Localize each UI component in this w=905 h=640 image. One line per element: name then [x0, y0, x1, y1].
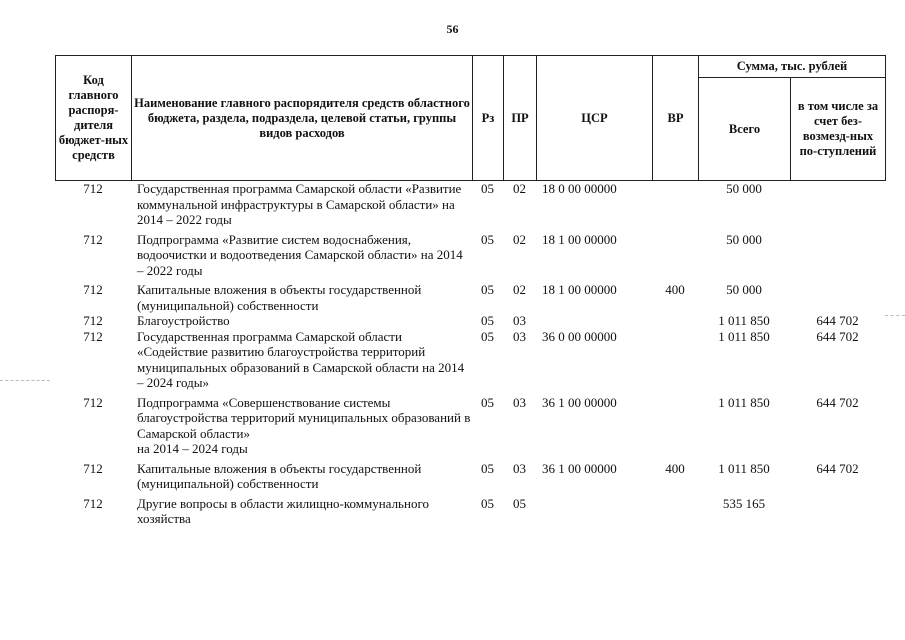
- row-incl: [790, 232, 885, 283]
- table-row: [55, 282, 885, 313]
- row-code: 712: [83, 181, 103, 196]
- row-rz: 05: [481, 460, 494, 476]
- header-csr: ЦСР: [537, 56, 653, 181]
- row-code: 712: [83, 231, 103, 247]
- row-code: 712: [83, 460, 103, 476]
- row-total: 535 165: [722, 495, 766, 511]
- header-sum: Сумма, тыс. рублей: [699, 56, 886, 78]
- row-rz: 05: [481, 495, 494, 511]
- row-total: 1 011 850: [718, 394, 770, 410]
- row-total: 50 000: [726, 231, 762, 247]
- header-rz: Рз: [473, 56, 504, 181]
- row-name: Подпрограмма «Развитие систем водоснабжения, водоочистки и водоотведения Самарской области» на 2014 – 2022 годы: [137, 231, 463, 278]
- row-vr: [652, 395, 698, 461]
- right-margin-dash: [885, 315, 905, 316]
- row-rz: 05: [481, 394, 494, 410]
- row-name: Государственная программа Самарской области «Развитие коммунальной инфраструктуры в Самарской области» на 2014 – 2022 годы: [137, 181, 462, 227]
- header-table: [55, 55, 886, 181]
- table-row: [55, 461, 885, 496]
- row-pr: 05: [513, 495, 526, 511]
- row-total: 1 011 850: [718, 328, 770, 344]
- row-total: 50 000: [726, 282, 762, 297]
- row-csr: 18 1 00 00000: [542, 231, 617, 247]
- row-name: Государственная программа Самарской области «Содействие развитию благоустройства территорий муниципальных образований в Самарской области на 2014 – 2024 годы»: [137, 328, 465, 390]
- row-vr: [652, 496, 698, 527]
- table-row: [55, 329, 885, 395]
- row-csr: 18 1 00 00000: [542, 282, 617, 297]
- table-row: [55, 395, 885, 461]
- row-vr: [652, 313, 698, 329]
- row-incl: 644 702: [816, 328, 859, 344]
- row-code: 712: [83, 394, 103, 410]
- table-body: [55, 181, 885, 527]
- header-pr: ПР: [504, 56, 537, 181]
- row-code: 712: [83, 328, 103, 344]
- table-row: [55, 181, 885, 232]
- table-row: [55, 496, 885, 527]
- row-rz: 05: [481, 328, 494, 344]
- row-incl: [790, 496, 885, 527]
- row-name: Другие вопросы в области жилищно-коммунального хозяйства: [137, 495, 429, 526]
- row-pr: 03: [513, 313, 526, 328]
- table-row: [55, 313, 885, 329]
- row-csr: 36 1 00 00000: [542, 394, 617, 410]
- row-vr: 400: [665, 460, 685, 476]
- row-name: Благоустройство: [137, 313, 230, 328]
- row-name: Капитальные вложения в объекты государственной (муниципальной) собственности: [137, 460, 422, 491]
- row-pr: 02: [513, 231, 526, 247]
- row-incl: [790, 282, 885, 313]
- header-total: Всего: [699, 78, 791, 181]
- row-total: 1 011 850: [718, 313, 770, 328]
- table-row: [55, 232, 885, 283]
- row-rz: 05: [481, 282, 494, 297]
- row-pr: 02: [513, 181, 526, 196]
- row-rz: 05: [481, 181, 494, 196]
- header-vr: ВР: [653, 56, 699, 181]
- row-name: Подпрограмма «Совершенствование системы благоустройства территорий муниципальных образований в Самарской области» на 2014 – 2024 годы: [137, 394, 471, 456]
- row-pr: 03: [513, 328, 526, 344]
- row-total: 1 011 850: [718, 460, 770, 476]
- row-code: 712: [83, 313, 103, 328]
- left-margin-dash: [0, 380, 50, 381]
- row-vr: [652, 181, 698, 232]
- row-vr: [652, 329, 698, 395]
- header-incl: в том числе за счет без-возмезд-ных по-ступлений: [791, 78, 886, 181]
- row-incl: 644 702: [816, 460, 859, 476]
- row-pr: 02: [513, 282, 526, 297]
- row-csr: 36 0 00 00000: [542, 328, 617, 344]
- row-incl: 644 702: [816, 313, 859, 328]
- row-code: 712: [83, 495, 103, 511]
- row-rz: 05: [481, 231, 494, 247]
- row-total: 50 000: [726, 181, 762, 196]
- row-csr: 36 1 00 00000: [542, 460, 617, 476]
- row-csr: [536, 313, 652, 329]
- row-incl: 644 702: [816, 394, 859, 410]
- row-csr: [536, 496, 652, 527]
- row-incl: [790, 181, 885, 232]
- table-header: [55, 55, 886, 181]
- row-vr: [652, 232, 698, 283]
- page-number: 56: [446, 22, 459, 36]
- row-csr: 18 0 00 00000: [542, 181, 617, 196]
- header-code: Код главного распоря-дителя бюджет-ных средств: [56, 56, 132, 181]
- row-rz: 05: [481, 313, 494, 328]
- row-vr: 400: [665, 282, 685, 297]
- row-name: Капитальные вложения в объекты государственной (муниципальной) собственности: [137, 282, 422, 313]
- header-name: Наименование главного распорядителя средств областного бюджета, раздела, подраздела, целевой статьи, группы видов расходов: [132, 56, 473, 181]
- row-pr: 03: [513, 460, 526, 476]
- data-table: [55, 181, 885, 527]
- row-pr: 03: [513, 394, 526, 410]
- row-code: 712: [83, 282, 103, 297]
